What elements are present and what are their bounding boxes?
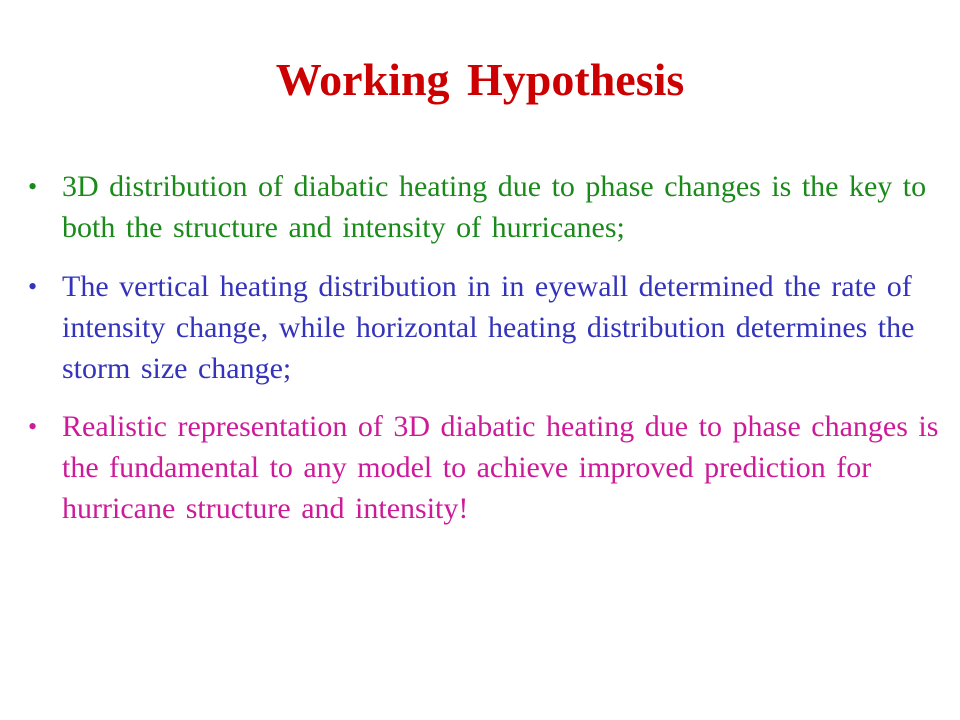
bullet-dot-icon: • <box>28 412 38 441</box>
bullet-text: 3D distribution of diabatic heating due to phase changes is the key to both the structure and intensity of hurricanes; <box>62 170 927 244</box>
bullet-item-3 <box>28 406 942 529</box>
bullet-dot-icon: • <box>28 272 38 301</box>
bullet-item-2 <box>28 266 942 389</box>
slide-title: Working Hypothesis <box>275 54 685 105</box>
bullet-item-1 <box>28 166 942 248</box>
bullet-text: The vertical heating distribution in in eyewall determined the rate of intensity change, while horizontal heating distribution determines the storm size change; <box>62 270 915 385</box>
bullet-text: Realistic representation of 3D diabatic heating due to phase changes is the fundamental to any model to achieve improved prediction for hurricane structure and intensity! <box>62 410 939 525</box>
bullet-dot-icon: • <box>28 172 38 201</box>
